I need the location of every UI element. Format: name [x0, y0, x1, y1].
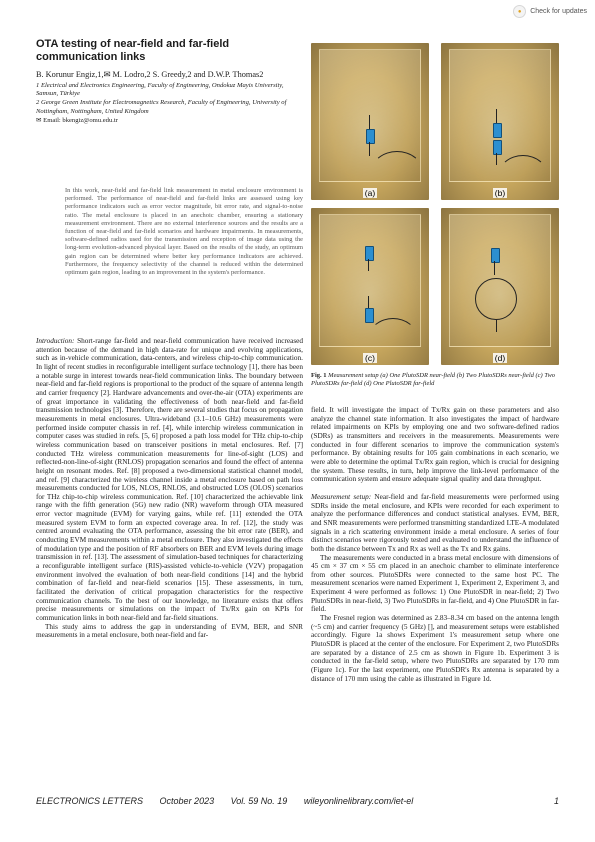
photo-panel-b [441, 43, 559, 200]
contact-email[interactable]: ✉ Email: bkengiz@omu.edu.tr [36, 117, 118, 125]
paper-title: OTA testing of near-field and far-field communication links [36, 38, 230, 63]
intro-text: Short-range far-field and near-field communication have received increased attention because of the demand in high data-rate for unique and evolving applications, such as in-vehicle communication, data-centers, and wireless chip-to-chip communication. In light of recent studies in reconfigurable intelligent surface technology [1], there has been a notable surge in interest towards near-field communication links. The boundary between near-field and far-field regions is proportional to the product of the square of antenna length and carrier frequency [2]. Hardware advancements and over-the-air (OTA) experiments are of great importance in validating the effectiveness of both near-field and far-field transmission technologies [3]. Therefore, there are several studies that focus on propagation measurements in metal enclosures. Ultra-wideband (3.1–10.6 GHz) measurements were performed inside computer chassis in ref. [4], while interchip wireless communication in computer cases was studied in refs. [5, 6] proposed a path loss model for THz chip-to-chip wireless communication based on transceiver positions in metal enclosures. Ref. [7] conducted THz wireless communication measurements for line-of-sight (LOS) and reflected-non-line-of-sight (RNLOS) propagation scenarios and found the effect of antenna height on resonant modes. Ref. [8] proposed a two-dimensional statistical channel model, and ref. [9] characterized the wireless channel inside a metal enclosure based on path loss measurements conducted for LOS, NLOS, RNLOS, and obstructed LOS (OLOS) scenarios for THz chip-to-chip wireless communication. Ref. [10] characterized the achievable link range with the fifth generation (5G) new radio (NR) waveform through OTA measured error vector magnitude (EVM) for varying gains, while ref. [11] extended the OTA measured system EVM to form an expected coverage area. In ref. [12], the study was centred around evaluating the OTA performance, assessing the bit error rate (BER), and conducting EVM measurements within a metal enclosure. They also investigated the effects of modulation type and the position of RF absorbers on BER and EVM levels during image transmission in ref. [13]. The assessment of simulation-based techniques for characterizing a reconfigurable intelligent surface (RIS)-assisted vehicle-to-vehicle (V2V) propagation environment involved the evaluation of both near-field conditions [14] and the hybrid combination of far-field and near-field scenarios [15]. These assessments, in turn, facilitated the derivation of critical propagation characteristics for the respective communication channels. To the best of our knowledge, no literature exists that offers precise measurements or simulations on the impact of Tx/Rx gain on KPIs for communication links in both near-field and far-field situations. [36, 337, 303, 622]
body-column-right [311, 406, 559, 683]
panel-label: (c) [365, 353, 375, 363]
caption-label: Fig. 1 [311, 372, 327, 379]
check-for-updates-badge[interactable] [513, 5, 587, 18]
right-paragraph-4: The Fresnel region was determined as 2.83–8.34 cm based on the antenna length (~5 cm) and carrier frequency (5 GHz) [], and measurement setups were established accordingly. Figure 1a shows Experiment 1's measurement setup where one PlutoSDR is placed at the center of the enclosure. For Experiment 2, two PlutoSDRs are separated by a distance of 2.5 cm as shown in Figure 1b. Experiment 3 is conducted in the far-field setup, where two PlutoSDRs are separated by 170 mm (Figure 1c). For the last experiment, one PlutoSDR's Rx antenna is separated by a distance of 170 mm using the cable as illustrated in Figure 1d. [311, 614, 559, 683]
antenna [494, 261, 495, 275]
photo-panel-d [441, 208, 559, 365]
right-paragraph-3: The measurements were conducted in a brass metal enclosure with dimensions of 45 cm × 37 cm × 55 cm placed in an anechoic chamber to eliminate interference from other sources. PlutoSDRs were connected to the same host PC. The measurement scenarios were named Experiment 1, Experiment 2, Experiment 3, and Experiment 4 were performed as follows: 1) One PlutoSDR in near-field; 2) Two PlutoSDRs in near-field, 3) Two PlutoSDRs in far-field, and 4) One PlutoSDR in far-field. [311, 553, 559, 614]
sdr-device [365, 308, 374, 323]
journal-name: ELECTRONICS LETTERS [36, 796, 144, 806]
antenna [496, 109, 497, 123]
caption-text: Measurement setup (a) One PlutoSDR near-field (b) Two PlutoSDRs near-field (c) Two PlutoSDRs far-field (d) One PlutoSDR far-field [311, 372, 556, 387]
abstract: In this work, near-field and far-field link measurement in metal enclosure environment is performed. The performance of near-field and far-field links are assessed using key performance indicators such as error vector magnitude, bit error rate, and signal-to-noise ratio. The metal enclosure is placed in an anechoic chamber, ensuring a stationary measurement environment. There are no external interference sources and the results are a function of near-field and far-field scenarios and hardware impairments. In measurements, software-defined radios used for the transmission and reception of image data using the long-term evolution-advanced physical layer. Based on the results of the study, an optimum gain region can be determined where better key performance indicators are achieved. Furthermore, the frequency selectivity of the channel is reduced within the determined optimum gain region, leading to an improvement in the system's performance. [65, 187, 303, 277]
setup-paragraph [311, 493, 559, 554]
body-column-left [36, 337, 303, 640]
setup-heading: Measurement setup: [311, 492, 372, 501]
antenna [496, 153, 497, 165]
usb-cable [369, 318, 417, 356]
sdr-device [493, 140, 502, 155]
panel-label: (a) [364, 188, 376, 198]
photo-panel-a [311, 43, 429, 200]
page-number: 1 [553, 796, 559, 806]
photo-panel-c [311, 208, 429, 365]
antenna [368, 259, 369, 271]
setup-text: Near-field and far-field measurements were performed using SDRs inside the metal enclosure, and KPIs were recorded for each experiment to analyze the performance differences and conduct statistical analyses. EVM, BER, and SNR measurements were performed transmitting standardized LTE-A modulated signals in a rich scattering environment inside a metal enclosure. A series of four distinct scenarios were rigorously tested and evaluated to understand the influence of both the distance between Tx and Rx as well as the Tx and Rx gains. [311, 492, 559, 553]
sdr-device [366, 129, 375, 144]
panel-label: (b) [494, 188, 506, 198]
intro-paragraph [36, 337, 303, 623]
volume-issue: Vol. 59 No. 19 [230, 796, 288, 806]
intro-heading: Introduction: [36, 337, 75, 345]
sdr-device [365, 246, 374, 261]
antenna-cable [475, 278, 517, 320]
figure-1 [311, 43, 559, 365]
header-block [36, 38, 299, 126]
sdr-device [491, 248, 500, 263]
issue-date: October 2023 [159, 796, 215, 806]
affiliation-2: 2 George Green Institute for Electromagnetics Research, Faculty of Engineering, University of Nottingham, Nottingham, United Kingdom [36, 99, 287, 115]
badge-label: Check for updates [530, 8, 587, 15]
panel-label: (d) [494, 353, 506, 363]
affiliation-1: 1 Electrical and Electronics Engineering, Faculty of Engineering, Ondokuz Mayis University, Samsun, Türkiye [36, 81, 284, 97]
antenna [369, 115, 370, 129]
right-paragraph-1: field. It will investigate the impact of Tx/Rx gain on these parameters and also analyze the channel state information. It also investigates the impact of hardware related impairments on KPIs by employing one and two software-defined radios (SDRs) as transmitters and receivers in the measurements. Measurements were conducted in four different scenarios to improve the communication system's performance. By obtaining results for 105 gain combinations in each scenario, we were able to determine the optimal Tx/Rx gain region, which is crucial for designing the system. These results, in turn, help improve the link-level performance of the communication system and ensure adequate signal quality and data throughput. [311, 406, 559, 484]
page-footer [36, 796, 559, 806]
author-list: B. Korunur Engiz,1,✉ M. Lodro,2 S. Greedy,2 and D.W.P. Thomas2 [36, 70, 264, 79]
aim-paragraph: This study aims to address the gap in understanding of EVM, BER, and SNR measurements in a metal enclosure, both near-field and far- [36, 622, 303, 640]
figure-caption [311, 372, 559, 388]
antenna [496, 320, 497, 332]
sdr-device [493, 123, 502, 138]
refresh-icon: ● [513, 5, 526, 18]
journal-url[interactable]: wileyonlinelibrary.com/iet-el [303, 796, 414, 806]
antenna [368, 296, 369, 308]
antenna [369, 142, 370, 156]
usb-cable [371, 151, 423, 193]
